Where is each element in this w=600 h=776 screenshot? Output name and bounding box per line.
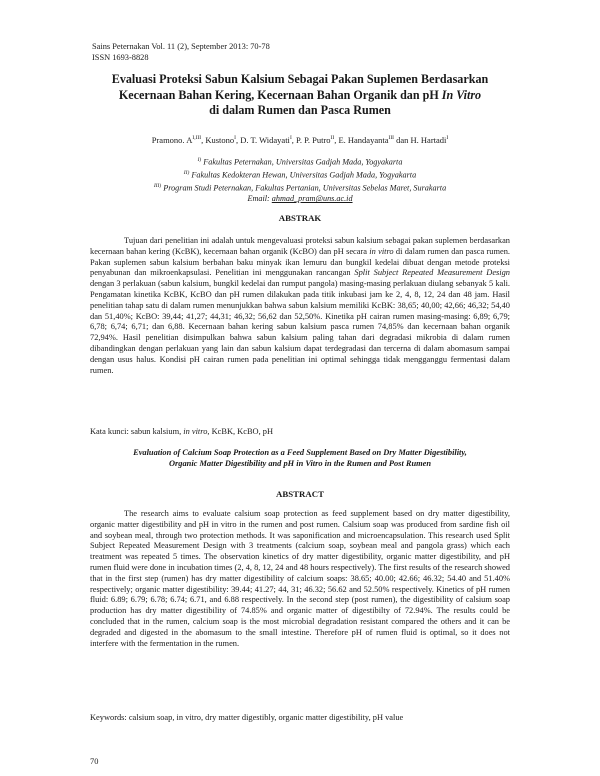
english-title-line-1: Evaluation of Calcium Soap Protection as a Feed Supplement Based on Dry Matter Digestibility, bbox=[133, 448, 467, 457]
email-link[interactable]: ahmad_pram@uns.ac.id bbox=[271, 194, 353, 204]
title-line-2: Kecernaan Bahan Kering, Kecernaan Bahan Organik dan pH In Vitro bbox=[118, 87, 482, 102]
affiliation-3: $^{III)}$ Program Studi Peternakan, Fakultas Pertanian, Universitas Sebelas Maret, Surakarta bbox=[153, 183, 447, 193]
email-line: Email: ahmad_pram@uns.ac.id bbox=[247, 194, 353, 204]
journal-citation: Sains Peternakan Vol. 11 (2), September 2013: 70-78 bbox=[92, 42, 270, 51]
author-list: Pramono. $A^{I,III}$, Kustono$^I$, D. T. Widayati$^I$, P. P. Putro$^{II}$, E. Handayanta$^{III}$ dan H. Hartadi$^I$ bbox=[151, 134, 449, 145]
running-header bbox=[92, 41, 270, 63]
affiliation-1: $^{I)}$ Fakultas Peternakan, Universitas Gadjah Mada, Yogyakarta bbox=[197, 157, 403, 167]
title-line-3: di dalam Rumen dan Pasca Rumen bbox=[209, 103, 391, 117]
abstrak-heading: ABSTRAK bbox=[278, 213, 322, 223]
english-title bbox=[90, 447, 510, 469]
kata-kunci: Kata kunci: sabun kalsium, in vitro, KcBK, KcBO, pH bbox=[90, 427, 274, 436]
english-title-line-2: Organic Matter Digestibility and pH in Vitro in the Rumen and Post Rumen bbox=[169, 459, 431, 468]
issn: ISSN 1693-8828 bbox=[92, 53, 149, 62]
abstrak-body: Tujuan dari penelitian ini adalah untuk mengevaluasi proteksi sabun kalsium sebagai pakan suplemen berdasarkan kecernaan bahan kering (KcBK), kecernaan bahan organik (KcBO) dan pH secara in vitro di dalam rumen dan pasca rumen. Pakan suplemen sabun kalsium berbahan baku minyak ikan lemuru dan bungkil kedelai dibuat dengan metode proteksi penyabunan dan mikroenkapsulasi. Penelitian ini menggunakan rancangan Split Subject Repeated Measurement Design dengan 3 perlakuan (sabun kalsium, bungkil kedelai dan rumput pangola) masing-masing perlakuan diulang sebanyak 5 kali. Pengamatan kinetika KcBK, KcBO dan pH rumen dilakukan pada titik inkubasi jam ke 2, 4, 8, 12, 24 dan 48 jam. Hasil penelitian tahap satu di dalam rumen menunjukkan bahwa sabun kalsium memiliki KcBK: 38,65; 40,00; 42,66; 46,32; 54,40 dan 51,40%; KcBO: 39,44; 41,27; 44,31; 46,32; 56,62 dan 52,50%. Kinetika pH cairan rumen masing-masing: 6,89; 6,79; 6,78; 6,74; 6,71; dan 6,88. Kecernaan bahan kering sabun kalsium pasca rumen 74,85% dan kecernaan bahan organik 72,94%. Hasil penelitian disimpulkan bahwa sabun kalsium paling tahan dari degradasi mikrobia di dalam rumen dibandingkan dengan perlakuan yang lain dan sabun kalsium dapat terdegradasi dan tercerna di dalam abomasum sampai dengan usus halus. Kondisi pH cairan rumen pada penelitian ini optimal sehingga tidak mengganggu fermentasi dalam rumen. bbox=[90, 236, 510, 375]
affiliations bbox=[60, 155, 540, 204]
keywords: Keywords: calsium soap, in vitro, dry matter digestibly, organic matter digestibility, pH value bbox=[90, 713, 404, 722]
page-number: 70 bbox=[90, 757, 99, 766]
paper-title bbox=[70, 72, 530, 119]
affiliation-2: $^{II)}$ Fakultas Kedokteran Hewan, Universitas Gadjah Mada, Yogyakarta bbox=[183, 170, 417, 180]
abstract-heading: ABSTRACT bbox=[276, 489, 324, 499]
title-line-1: Evaluasi Proteksi Sabun Kalsium Sebagai Pakan Suplemen Berdasarkan bbox=[111, 72, 489, 86]
abstract-body: The research aims to evaluate calsium soap protection as feed supplement based on dry matter digestibility, organic matter digestibility and pH in vitro in the rumen and post rumen. Calsium soap was produced from sardine fish oil and soybean meal, through two protection methods. It was saponification and microencapsulation. This research used Split Subject Repeated Measurement Design with 3 treatments (calcium soap, soybean meal and pangola grass) which each treatment was repeated 5 times. The observation kinetics of dry matter digestibility, organic matter digestibility, and pH rumen fluid were done in incubation times (2, 4, 8, 12, 24 and 48 hours respectively). The first results of the research showed that in the first step (rumen) has dry matter digestibility of calcium soaps: 38.65; 40.00; 42.66; 46.32; 54.40 and 51.40% respectively; organic matter digestibility: 39.44; 41.27; 44, 31; 46.32; 56.62 and 52.50% respectively. Kinetics of pH rumen fluid: 6.89; 6.79; 6.78; 6.74; 6.71, and 6.88 respectively. In the second step (post rumen), the digestibility of calsium soap production has dry matter digestibility of 74.85% and organic matter of digestibilty of 72.94%. The results could be concluded that in the rumen, calcium soap is the most microbial degradation resistant compared the others and it can be degraded and digested in the abomasum to the small intestine. Therefore pH of rumen fluid is optimal, so it does not interfere with the fermentation in the rumen. bbox=[90, 509, 510, 648]
